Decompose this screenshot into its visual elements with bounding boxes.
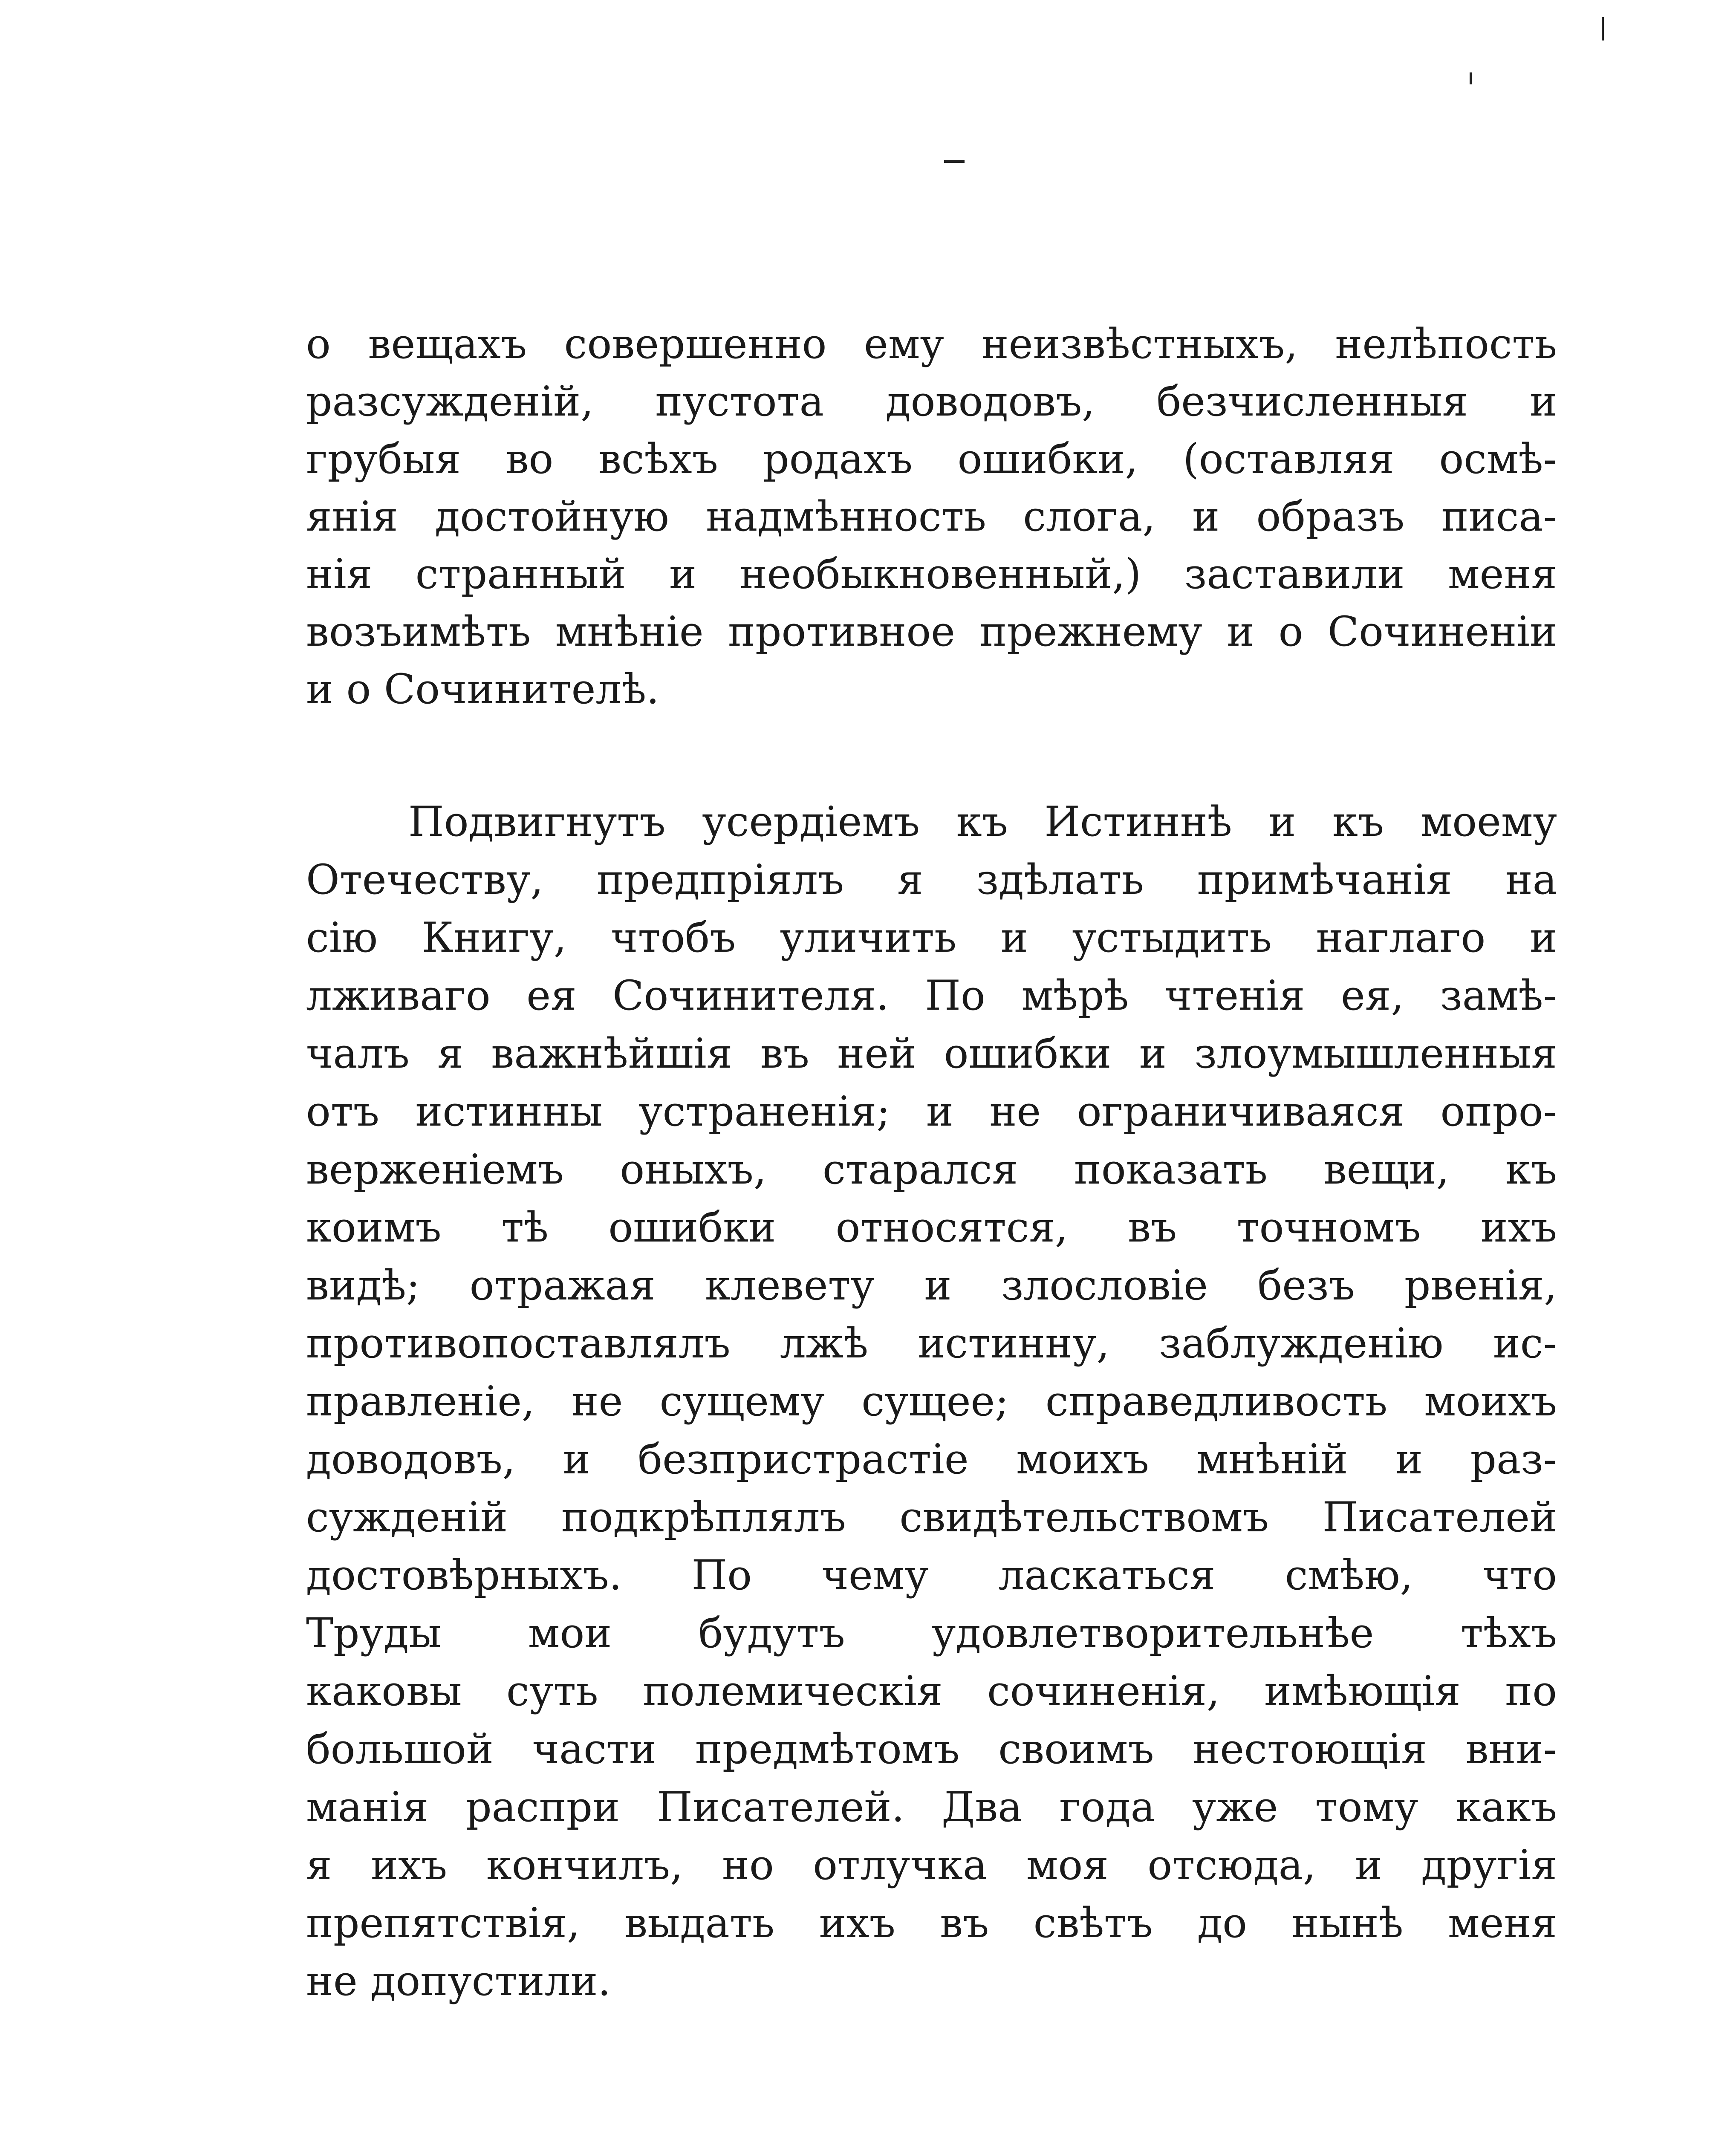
paragraph-2 (306, 793, 1557, 2010)
text-line: возъимѣть мнѣніе противное прежнему и о Сочиненіи (306, 608, 1557, 655)
stray-dash-mark (944, 160, 965, 163)
stray-tick-mark (1602, 17, 1604, 40)
text-line: нія странный и необыкновенный,) заставили меня (306, 550, 1557, 598)
text-line: Отечеству, предпріялъ я здѣлать примѣчанія на (306, 856, 1557, 904)
text-line: видѣ; отражая клевету и злословіе безъ рвенія, (306, 1262, 1557, 1309)
text-line: достовѣрныхъ. По чему ласкаться смѣю, что (306, 1551, 1557, 1599)
text-line: манія распри Писателей. Два года уже тому какъ (306, 1783, 1557, 1831)
text-line: каковы суть полемическія сочиненія, имѣющія по (306, 1667, 1557, 1715)
text-line: препятствія, выдать ихъ въ свѣтъ до нынѣ меня (306, 1899, 1557, 1947)
text-line: грубыя во всѣхъ родахъ ошибки, (оставляя осмѣ- (306, 435, 1557, 483)
text-line: отъ истинны устраненія; и не ограничиваяся опро- (306, 1088, 1557, 1135)
text-line: чалъ я важнѣйшія въ ней ошибки и злоумышленныя (306, 1030, 1557, 1077)
text-line: большой части предмѣтомъ своимъ нестоющія вни- (306, 1725, 1557, 1773)
text-line: Труды мои будутъ удовлетворительнѣе тѣхъ (306, 1609, 1557, 1657)
text-line: сужденій подкрѣплялъ свидѣтельствомъ Писателей (306, 1493, 1557, 1541)
text-line: верженіемъ оныхъ, старался показать вещи, къ (306, 1146, 1557, 1193)
stray-tick-mark (1470, 72, 1472, 84)
text-line: лживаго ея Сочинителя. По мѣрѣ чтенія ея, замѣ- (306, 972, 1557, 1019)
text-line: сію Книгу, чтобъ уличить и устыдить наглаго и (306, 914, 1557, 962)
text-line: и о Сочинителѣ. (306, 665, 659, 713)
text-line: я ихъ кончилъ, но отлучка моя отсюда, и другія (306, 1841, 1557, 1889)
text-line: противопоставлялъ лжѣ истинну, заблужденію ис- (306, 1320, 1557, 1367)
text-line: коимъ тѣ ошибки относятся, въ точномъ ихъ (306, 1204, 1557, 1251)
text-line: янія достойную надмѣнность слога, и образъ писа- (306, 493, 1557, 540)
text-line: правленіе, не сущему сущее; справедливость моихъ (306, 1377, 1557, 1425)
text-line: доводовъ, и безпристрастіе моихъ мнѣній и раз- (306, 1435, 1557, 1483)
paragraph-1 (306, 315, 1557, 718)
text-line: Подвигнутъ усердіемъ къ Истиннѣ и къ моему (408, 798, 1557, 846)
text-line: о вещахъ совершенно ему неизвѣстныхъ, нелѣпость (306, 320, 1557, 368)
text-line: не допустили. (306, 1957, 611, 2005)
text-line: разсужденій, пустота доводовъ, безчисленныя и (306, 378, 1557, 425)
